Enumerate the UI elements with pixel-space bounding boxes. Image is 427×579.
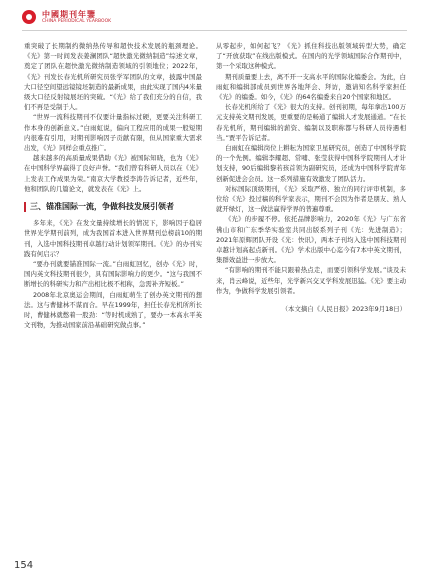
- paragraph: 《光》的步履不停。依托品牌影响力，2020年《光》与广东省佛山市和广东季华实验室共同出版系列子刊《光：先进制造》；2021年原辉团队开设《光：快讯》，两本子刊均入选中国科技期刊卓越计划高起点新刊。《光》学术出版中心迄今有7本中英文期刊，集群效益进一步放大。: [216, 215, 406, 265]
- section-title: 三、锚准国际一流，争做科技发展引领者: [30, 202, 174, 212]
- page-number: 154: [14, 560, 34, 571]
- paragraph: “有影响的期刊不能只跟着热点走，而要引领科学发展。”谈及未来，肖云峰说，近些年，光学新兴交叉学科发展迅猛。《光》要主动作为，争做科学发展引领者。: [216, 266, 406, 295]
- paragraph: 白雨虹在编辑岗位上耕耘为国家卫星研究员，创造了中国科学院的一个先例。编辑李耀超、常哺、张莹获得中国科学院期刊人才计划支持，90后编辑黎若孩首领为副研究员，还成为中国科学院青年创新促进会会员。这一系列措施有效激发了团队活力。: [216, 144, 406, 183]
- paragraph: “世界一流科技期刊不仅要计量指标过硬，更要关注科研工作本身的创新意义。”白雨虹说，偏向工程应用的成果一般短期内很难有引用，对期刊影响因子贡献有限，但从国家重大需求出发，《光》同样会重点推广。: [24, 113, 202, 153]
- paragraph: 越来越多的高质量成果借助《光》被国际知晓，也为《光》在中国科学界赢得了良好声誉。“我们曾有科研人员以在《光》上发表工作成果为荣。”南京大学教授李涛告诉记者，近些年，他和团队的几篇论文，就发表在《光》上。: [24, 154, 202, 193]
- section-heading: [24, 202, 202, 212]
- header-title-cn: 中國期刊年鑒: [42, 10, 96, 19]
- paragraph: 2008年北京奥运会期间，白雨虹萌生了创办英文期刊的想法。这与曹健林不谋而合。早在1999年，担任长春光机所所长时，曹健林就憋着一股劲：“等时机成熟了，要办一本高水平英文刊物，为推动国家前沿基础研究做点事。”: [24, 290, 202, 330]
- paragraph: 从零起步，如何起飞？《光》抓住科技出版领域转型大势，确定了“开放获取”在线出版模式。在国内的光学领域国际合作期刊中，第一个采取这种模式。: [216, 42, 406, 71]
- section-marker-icon: [24, 202, 26, 212]
- paragraph: 重突破了长期制约微纳热传导和超快技术发展的瓶颈理论。《光》第一时间发表姜澜团队“超快激光微纳制造”综述文章，奠定了团队在超快激光微纳制造领域的引领地位；2022年，《光》刊发长春光机所研究员张学军团队的文章，披露中国最大口径空间望远镜镜坯制造的最新成果，由此实现了国内4米量级大口径反射镜展坯的突破。“《光》给了我们充分的自信，我们不再是受制于人。: [24, 42, 202, 112]
- right-column: [216, 41, 406, 314]
- header-title-en: CHINA PERIODICAL YEARBOOK: [42, 19, 112, 24]
- page-header: [22, 8, 402, 30]
- paragraph: 期刊质量要上去，离不开一支高水平的国际化编委会。为此，白雨虹和编辑部成员到世界各地拜会、拜访，邀请知名科学家担任《光》的编委。如今，《光》的64名编委来自20个国家和地区。: [216, 72, 406, 102]
- left-column: [24, 41, 202, 330]
- paragraph: 对标国际顶级期刊，《光》采取严格、独立的同行评审机制，多位给《光》投过稿的科学家表示，期刊不会因为作者是朋友、熟人就开绿灯，这一做法赢得学界的普遍尊重。: [216, 184, 406, 214]
- header-divider: [22, 30, 407, 31]
- paragraph: 长春光机所给了《光》很大的支持。创刊初期，每年拿出100万元支持英文期刊发展，更重要的是畅通了编辑人才发展通道。“在长春光机所，期刊编辑的薪资、编制以及职称都与科研人员待遇相当。”贾平告诉记者。: [216, 103, 406, 142]
- paragraph: 多年来，《光》在发文量持续增长的情况下，影响因子稳居世界光学期刊前列，成为我国首本进入世界期刊总榜前10的期刊，入选中国科技期刊卓越行动计划领军期刊。《光》的办刊实践有何启示？: [24, 219, 202, 258]
- source-note: （本文摘自《人民日报》2023年9月18日）: [281, 305, 406, 314]
- yearbook-logo-icon: [22, 10, 36, 24]
- paragraph: “要办刊就要锚准国际一流。”白雨虹回忆，创办《光》时，国内英文科技期刊很少，具有国际影响力的更少。“这与我国不断增长的科研实力和产出相比极不相称，急需补齐短板。”: [24, 260, 202, 289]
